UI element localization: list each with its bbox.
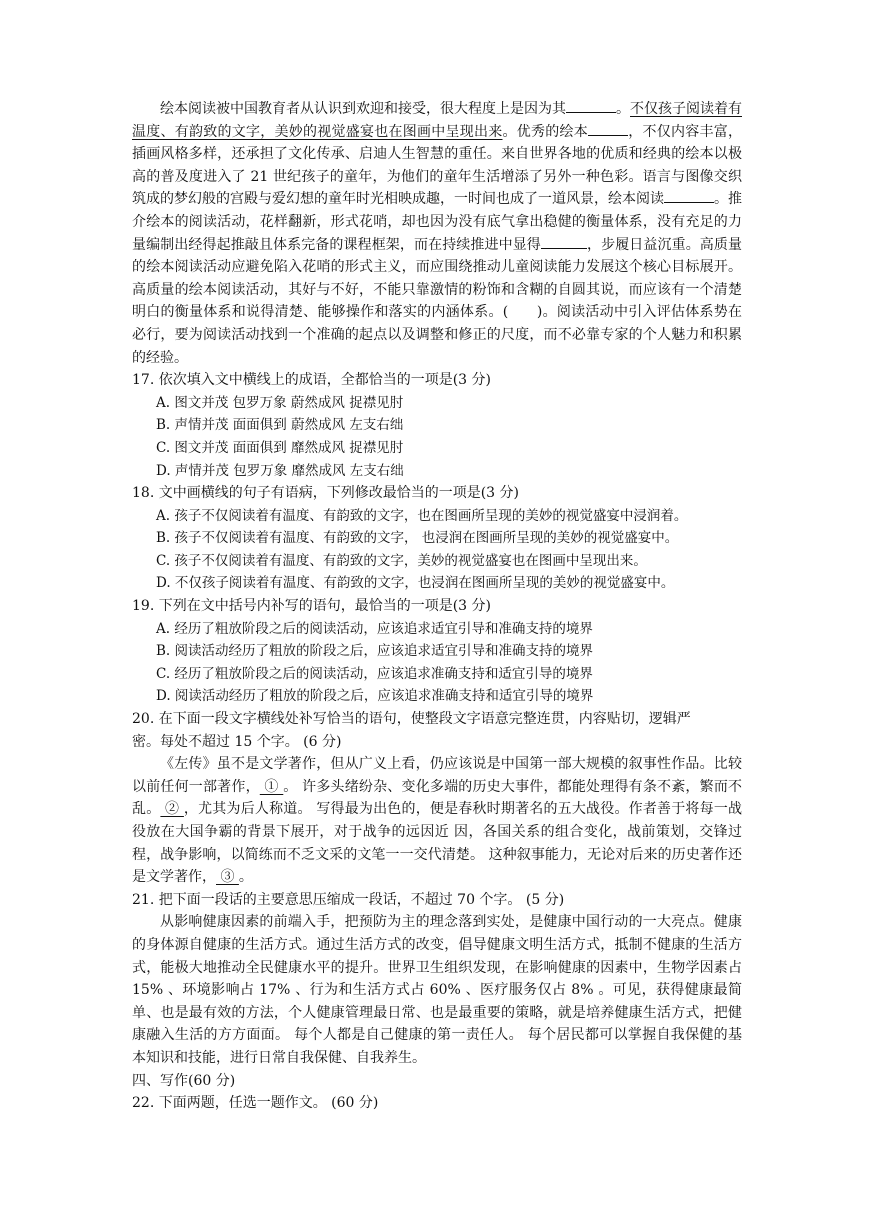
question-19-option-a[interactable]: A. 经历了粗放阶段之后的阅读活动，应该追求适宜引导和准确支持的境界 (156, 620, 593, 637)
question-17-option-b[interactable]: B. 声情并茂 面面俱到 蔚然成风 左支右绌 (156, 417, 404, 434)
question-19-option-c[interactable]: C. 经历了粗放阶段之后的阅读活动，应该追求准确支持和适宜引导的境界 (156, 665, 593, 682)
question-19-option-b[interactable]: B. 阅读活动经历了粗放的阶段之后，应该追求适宜引导和准确支持的境界 (156, 643, 594, 660)
question-22-title: 22. 下面两题，任选一题作文。 (60 分) (132, 1095, 379, 1112)
question-17-title: 17. 依次填入文中横线上的成语，全都恰当的一项是(3 分) (132, 372, 491, 389)
fill-blank-3 (664, 188, 714, 203)
question-21-title: 21. 把下面一段话的主要意思压缩成一段话，不超过 70 个字。 (5 分) (132, 891, 565, 908)
question-18-option-b[interactable]: B. 孩子不仅阅读着有温度、有韵致的文字， 也浸润在图画所呈现的美妙的视觉盛宴中。 (156, 530, 679, 547)
passage-text: 。 (616, 101, 630, 117)
question-20-passage (132, 753, 742, 889)
reading-passage-picture-books (132, 98, 742, 369)
passage-text: 。 许多头绪纷杂、变化多端的历史大事件，都能处理得有条不紊，繁而不乱。 (132, 778, 743, 818)
question-19-title: 19. 下列在文中括号内补写的语句，最恰当的一项是(3 分) (132, 598, 491, 615)
passage-text: 。优秀的绘本 (502, 123, 588, 140)
section-4-heading: 四、写作(60 分) (132, 1072, 236, 1089)
answer-blank-3: ③ (216, 869, 239, 886)
fill-blank-4 (541, 234, 587, 249)
underlined-sentence: 不仅孩子阅读着有温度、有韵致的文字，美妙的视觉盛宴也在图画中呈现出来 (132, 101, 742, 140)
passage-text: ，尤其为后人称道。 写得最为出色的，便是春秋时期著名的五大战役。作者善于将每一战役放在大国争霸的背景下展开，对于战争的远因近 因，各国关系的组合变化，战前策划，交锋过程，战争影响，以简练而不乏文采的文笔一一交代清楚。 这种叙事能力，无论对后来的历史著作还是文学著作， (132, 801, 743, 886)
question-18-title: 18. 文中画横线的句子有语病，下列修改最恰当的一项是(3 分) (132, 485, 519, 502)
question-17-option-a[interactable]: A. 图文并茂 包罗万象 蔚然成风 捉襟见肘 (156, 394, 404, 411)
passage-text: 。推介绘本的阅读活动，花样翻新，形式花哨，却也因为没有底气拿出稳健的衡量体系，没有充足的力量编制出经得起推敲且体系完备的课程框架，而在持续推进中显得 (132, 191, 742, 253)
passage-text: 。 (238, 869, 253, 886)
question-18-option-c[interactable]: C. 孩子不仅阅读着有温度、有韵致的文字，美妙的视觉盛宴也在图画中呈现出来。 (156, 552, 647, 569)
exam-page (132, 98, 742, 1115)
question-18-option-a[interactable]: A. 孩子不仅阅读着有温度、有韵致的文字，也在图画所呈现的美妙的视觉盛宴中浸润着。 (156, 507, 688, 524)
question-17-option-c[interactable]: C. 图文并茂 面面俱到 靡然成风 捉襟见肘 (156, 439, 404, 456)
question-17-option-d[interactable]: D. 声情并茂 包罗万象 靡然成风 左支右绌 (156, 462, 404, 479)
passage-text: ，步履日益沉重。高质量的绘本阅读活动应避免陷入花哨的形式主义，而应围绕推动儿童阅读能力发展这个核心目标展开。高质量的绘本阅读活动，其好与不好，不能只靠激情的粉饰和含糊的自圆其说，而应该有一个清楚明白的衡量体系和说得清楚、能够操作和落实的内涵体系。( )。阅读活动中引入评估体系势在必行，要为阅读活动找到一个准确的起点以及调整和修正的尺度，而不必靠专家的个人魅力和积累的经验。 (132, 236, 743, 366)
fill-blank-1 (566, 98, 616, 113)
answer-blank-1: ① (259, 778, 284, 795)
question-21-passage: 从影响健康因素的前端入手，把预防为主的理念落到实处，是健康中国行动的一大亮点。健康的身体源自健康的生活方式。通过生活方式的改变，倡导健康文明生活方式，抵制不健康的生活方式，能极大地推动全民健康水平的提升。世界卫生组织发现，在影响健康的因素中，生物学因素占 15% 、环境影响占 17% 、行为和生活方式占 60% 、医疗服务仅占 8% 。可见，获得健康最简单、也是最有效的方法，个人健康管理最日常、也是最重要的策略，就是培养健康生活方式，把健康融入生活的方方面面。 每个人都是自己健康的第一责任人。 每个居民都可以掌握自我保健的基本知识和技能，进行日常自我保健、自我养生。 (132, 914, 742, 1066)
fill-blank-2 (588, 121, 628, 136)
answer-blank-2: ② (160, 801, 184, 818)
question-20-title-cont: 密。每处不超过 15 个字。 (6 分) (132, 733, 342, 750)
passage-text: ，不仅内容丰富，插画风格多样，还承担了文化传承、启迪人生智慧的重任。来自世界各地的优质和经典的绘本以极高的普及度进入了 21 世纪孩子的童年，为他们的童年生活增添了另外一种色彩。语言与图像交织筑成的梦幻般的宫殿与爱幻想的童年时光相映成趣，一时间也成了一道风景，绘本阅读 (132, 123, 742, 208)
question-20-title: 20. 在下面一段文字横线处补写恰当的语句，使整段文字语意完整连贯，内容贴切，逻辑严 (132, 711, 691, 728)
passage-text: 绘本阅读被中国教育者从认识到欢迎和接受，很大程度上是因为其 (160, 101, 566, 117)
question-18-option-d[interactable]: D. 不仅孩子阅读着有温度、有韵致的文字，也浸润在图画所呈现的美妙的视觉盛宴中。 (156, 575, 675, 592)
passage-text: 《左传》虽不是文学著作，但从广义上看，仍应该说是中国第一部大规模的叙事性作品。比较以前任何一部著作， (132, 756, 742, 795)
question-19-option-d[interactable]: D. 阅读活动经历了粗放的阶段之后，应该追求准确支持和适宜引导的境界 (156, 688, 594, 705)
